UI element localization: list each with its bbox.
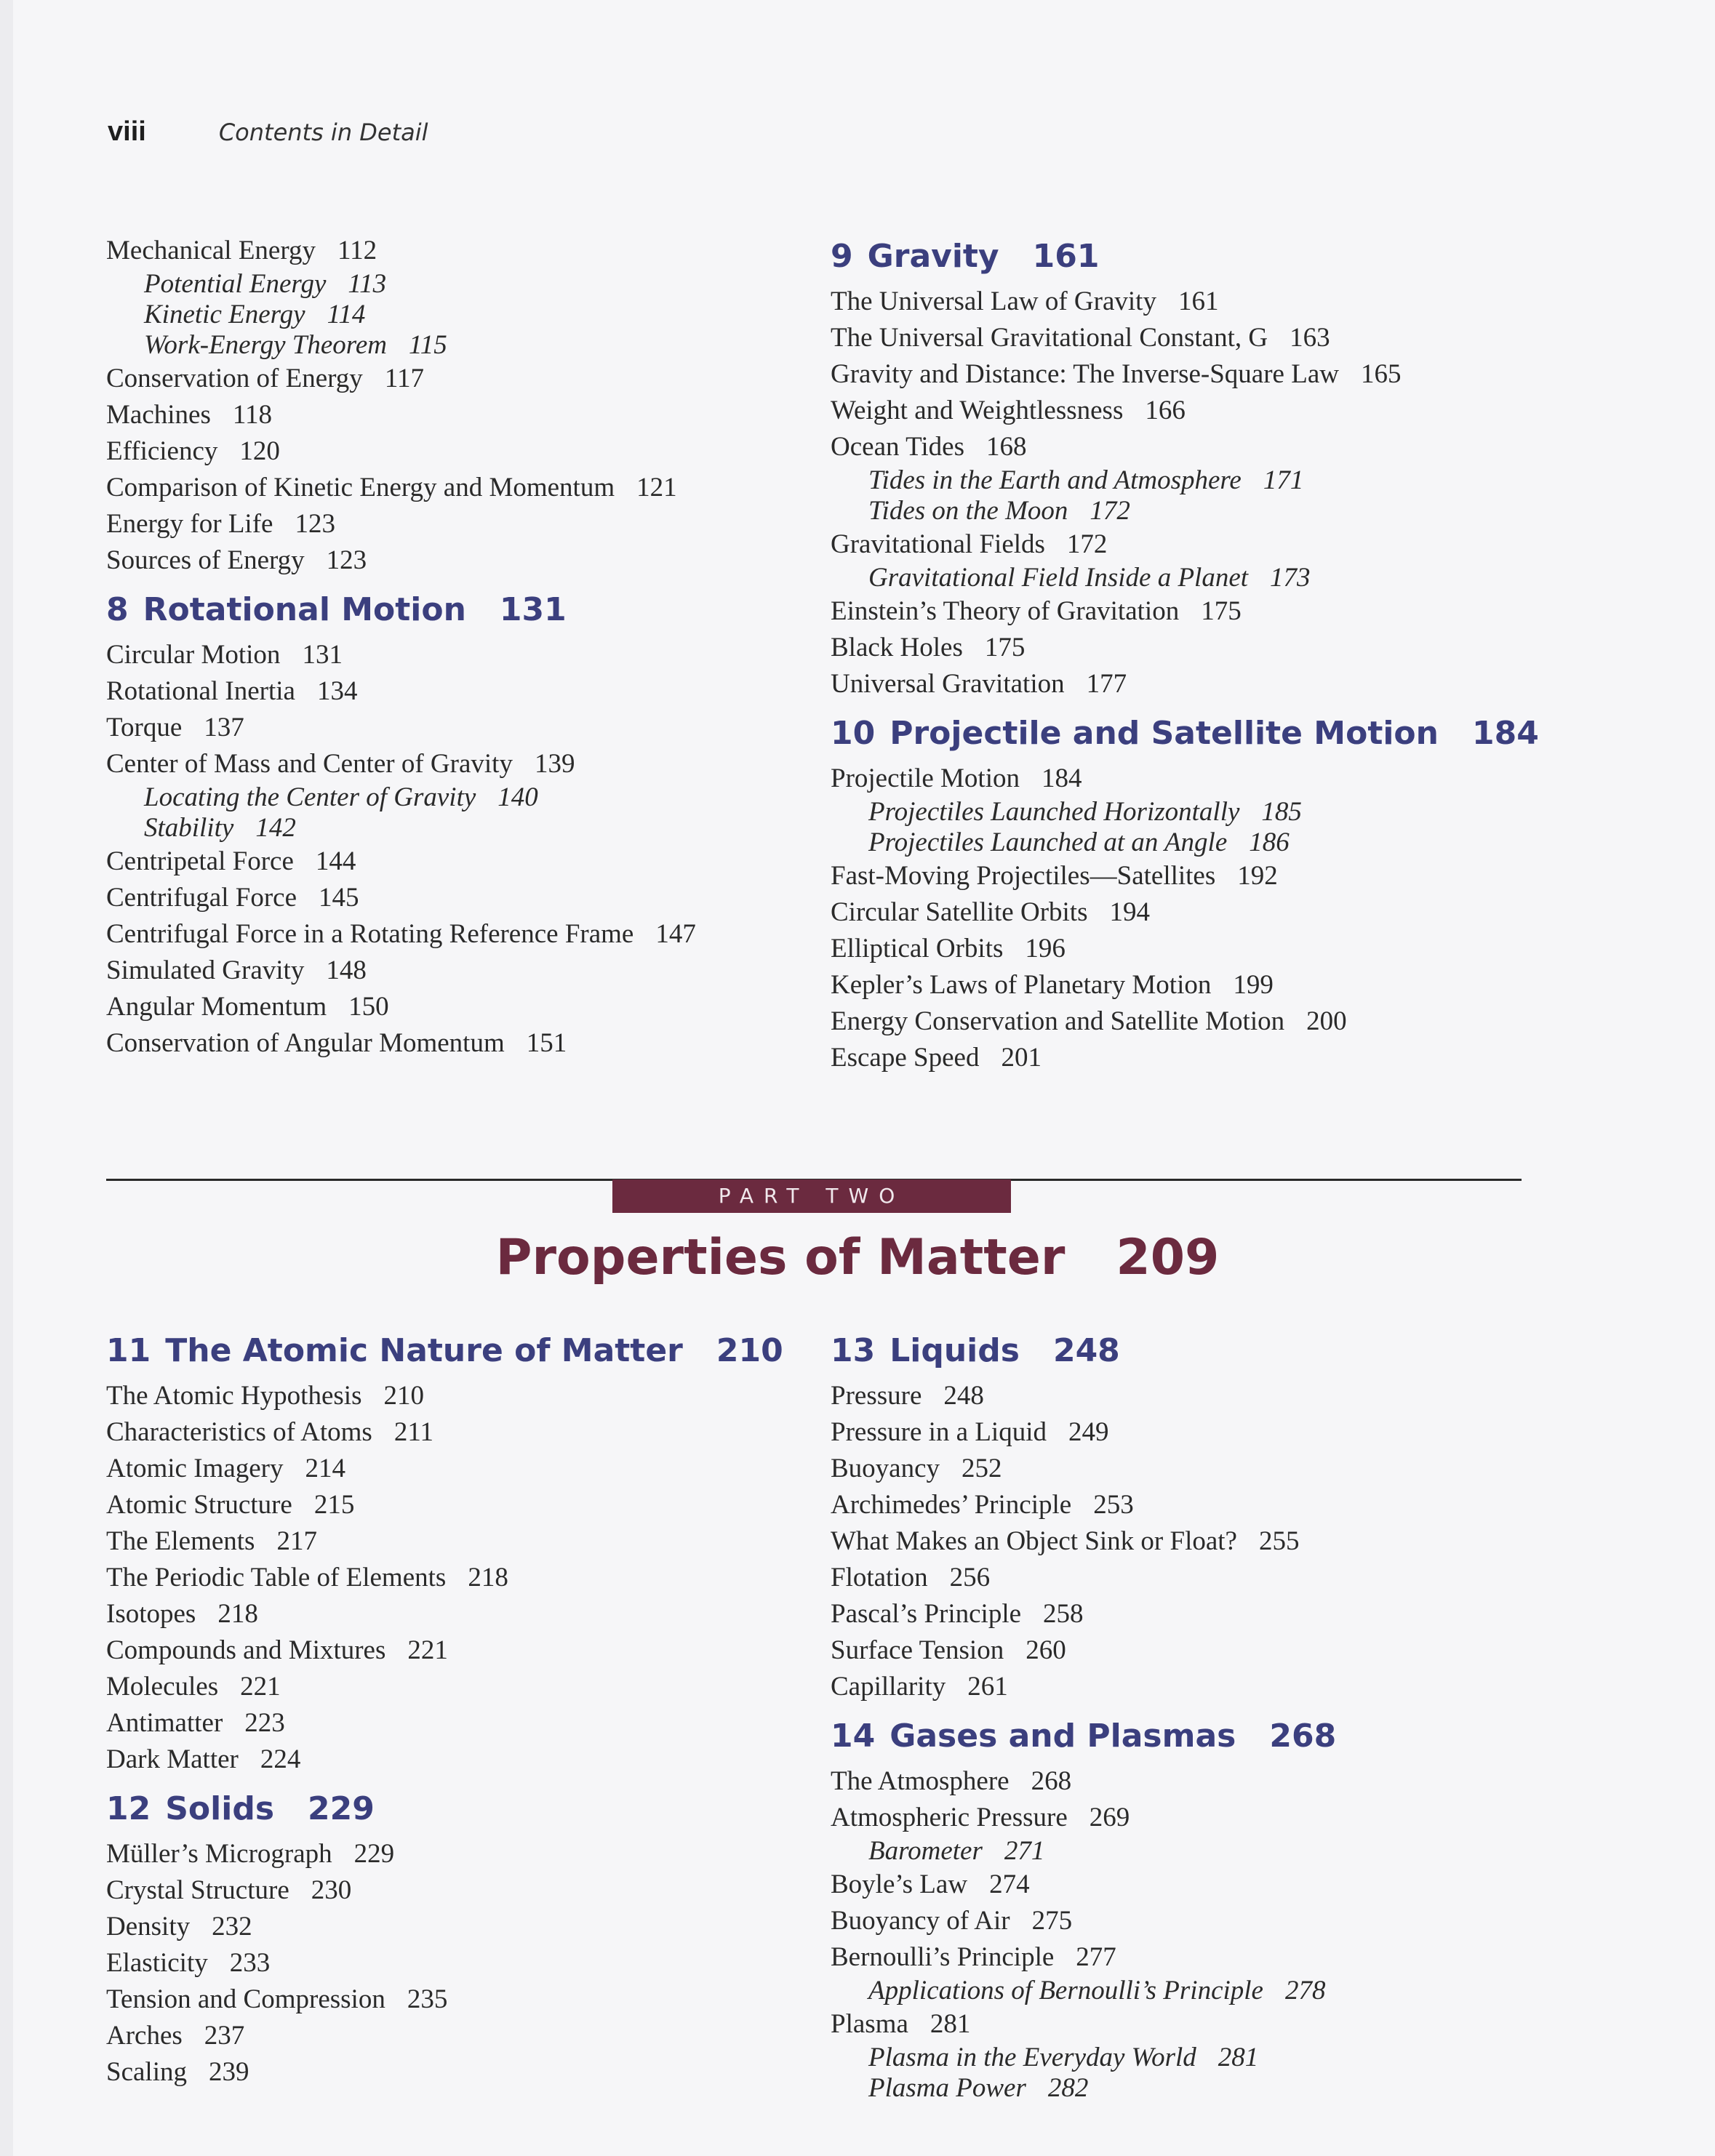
entry-title: Density (106, 1912, 191, 1941)
toc-column-bottom-right (831, 1320, 1558, 2104)
entry-title: The Atmosphere (831, 1766, 1010, 1796)
toc-entry (106, 1560, 783, 1596)
entry-page-number: 185 (1261, 797, 1302, 827)
entry-title: Characteristics of Atoms (106, 1417, 372, 1447)
toc-entry (106, 1981, 783, 2018)
entry-page-number: 123 (295, 509, 335, 539)
entry-title: Conservation of Energy (106, 364, 363, 393)
toc-entry (106, 506, 783, 542)
entry-page-number: 148 (326, 955, 367, 985)
entry-page-number: 175 (984, 633, 1026, 662)
entry-title: Energy for Life (106, 509, 273, 539)
toc-entry (831, 1632, 1558, 1669)
toc-subentry (831, 1836, 1558, 1867)
toc-entry (106, 1451, 783, 1487)
toc-entry (831, 1378, 1558, 1414)
entry-page-number: 139 (534, 749, 575, 779)
entry-page-number: 261 (967, 1672, 1008, 1702)
toc-entry (831, 1523, 1558, 1560)
entry-page-number: 172 (1066, 529, 1108, 559)
part-label: PART TWO (612, 1179, 1011, 1213)
entry-title: Pressure in a Liquid (831, 1417, 1047, 1447)
chapter-heading (831, 710, 1558, 758)
entry-title: Torque (106, 713, 183, 742)
chapter-heading (106, 1327, 783, 1375)
entry-page-number: 218 (217, 1599, 258, 1629)
entry-page-number: 211 (393, 1417, 433, 1447)
entry-page-number: 121 (636, 473, 677, 502)
chapter-title: The Atomic Nature of Matter (165, 1332, 683, 1369)
entry-title: Universal Gravitation (831, 669, 1065, 699)
toc-subentry (106, 330, 783, 361)
entry-title: Atmospheric Pressure (831, 1803, 1068, 1832)
toc-entry (831, 1040, 1558, 1076)
toc-entry (831, 593, 1558, 630)
entry-title: Mechanical Energy (106, 236, 316, 265)
entry-page-number: 239 (208, 2057, 249, 2087)
entry-title: Circular Motion (106, 640, 281, 670)
entry-title: Projectiles Launched at an Angle (868, 827, 1228, 857)
toc-column-bottom-left (106, 1320, 783, 2091)
entry-title: Escape Speed (831, 1043, 980, 1073)
entry-page-number: 140 (497, 782, 538, 812)
entry-title: Centrifugal Force in a Rotating Reference Frame (106, 919, 634, 949)
chapter-heading (831, 1327, 1558, 1375)
entry-title: What Makes an Object Sink or Float? (831, 1526, 1237, 1556)
entry-page-number: 196 (1025, 934, 1066, 963)
entry-page-number: 249 (1068, 1417, 1109, 1447)
toc-entry (106, 397, 783, 433)
toc-entry (106, 233, 783, 269)
toc-subentry (831, 2073, 1558, 2104)
toc-entry (106, 1025, 783, 1062)
toc-subentry (831, 2043, 1558, 2073)
entry-title: Black Holes (831, 633, 963, 662)
entry-page-number: 168 (986, 432, 1027, 462)
toc-entry (106, 1487, 783, 1523)
entry-page-number: 131 (302, 640, 343, 670)
chapter-title: Gravity (867, 238, 999, 275)
entry-page-number: 194 (1109, 897, 1150, 927)
entry-page-number: 175 (1201, 596, 1242, 626)
entry-title: Plasma Power (868, 2073, 1026, 2103)
toc-entry (831, 858, 1558, 894)
toc-entry (106, 542, 783, 579)
entry-title: Machines (106, 400, 211, 430)
entry-title: Einstein’s Theory of Gravitation (831, 596, 1180, 626)
entry-page-number: 173 (1270, 563, 1311, 593)
chapter-page-number: 268 (1269, 1718, 1337, 1755)
entry-page-number: 199 (1233, 970, 1274, 1000)
entry-title: Tides on the Moon (868, 496, 1068, 526)
entry-title: The Periodic Table of Elements (106, 1563, 447, 1592)
entry-title: Comparison of Kinetic Energy and Momentum (106, 473, 615, 502)
entry-title: Work-Energy Theorem (144, 330, 387, 360)
entry-title: Bernoulli’s Principle (831, 1942, 1055, 1972)
entry-page-number: 144 (315, 846, 356, 876)
toc-entry (831, 1939, 1558, 1976)
entry-title: Kinetic Energy (144, 300, 305, 329)
toc-entry (106, 916, 783, 953)
entry-page-number: 282 (1047, 2073, 1089, 2103)
toc-entry (831, 356, 1558, 393)
entry-title: Antimatter (106, 1708, 223, 1738)
entry-title: Crystal Structure (106, 1875, 289, 1905)
toc-entry (106, 1378, 783, 1414)
entry-page-number: 210 (383, 1381, 424, 1411)
entry-title: Weight and Weightlessness (831, 396, 1124, 425)
entry-title: Applications of Bernoulli’s Principle (868, 1976, 1263, 2005)
toc-entry (831, 526, 1558, 563)
entry-page-number: 120 (239, 436, 280, 466)
entry-title: Gravity and Distance: The Inverse-Square Law (831, 359, 1339, 389)
chapter-number: 13 (831, 1332, 876, 1369)
chapter-heading (831, 1712, 1558, 1760)
toc-entry (106, 637, 783, 673)
entry-page-number: 268 (1031, 1766, 1072, 1796)
entry-page-number: 277 (1076, 1942, 1116, 1972)
toc-entry (106, 843, 783, 880)
entry-title: Buoyancy of Air (831, 1906, 1010, 1936)
chapter-page-number: 210 (716, 1332, 783, 1369)
running-head (108, 116, 428, 153)
entry-page-number: 118 (232, 400, 272, 430)
toc-entry (831, 894, 1558, 931)
toc-entry (106, 433, 783, 470)
entry-title: Energy Conservation and Satellite Motion (831, 1006, 1285, 1036)
entry-page-number: 163 (1290, 323, 1330, 353)
entry-page-number: 281 (1218, 2043, 1259, 2072)
toc-entry (106, 710, 783, 746)
chapter-heading (106, 586, 783, 634)
chapter-title: Projectile and Satellite Motion (890, 715, 1439, 752)
entry-page-number: 230 (311, 1875, 352, 1905)
entry-title: Fast-Moving Projectiles—Satellites (831, 861, 1216, 891)
entry-page-number: 258 (1043, 1599, 1084, 1629)
entry-title: Elliptical Orbits (831, 934, 1004, 963)
entry-page-number: 147 (655, 919, 696, 949)
entry-title: Locating the Center of Gravity (144, 782, 476, 812)
entry-title: Circular Satellite Orbits (831, 897, 1088, 927)
entry-title: Barometer (868, 1836, 983, 1866)
entry-page-number: 221 (240, 1672, 281, 1702)
entry-title: Projectile Motion (831, 764, 1020, 793)
running-head-title: Contents in Detail (218, 119, 428, 146)
entry-page-number: 229 (353, 1839, 395, 1869)
entry-title: Tension and Compression (106, 1984, 385, 2014)
entry-page-number: 218 (468, 1563, 508, 1592)
toc-subentry (106, 300, 783, 330)
entry-title: Gravitational Fields (831, 529, 1045, 559)
toc-entry (106, 1596, 783, 1632)
chapter-number: 12 (106, 1790, 151, 1827)
chapter-number: 8 (106, 591, 129, 628)
entry-page-number: 256 (949, 1563, 991, 1592)
entry-title: Boyle’s Law (831, 1870, 968, 1899)
chapter-page-number: 184 (1471, 715, 1539, 752)
entry-page-number: 186 (1249, 827, 1290, 857)
entry-title: Müller’s Micrograph (106, 1839, 332, 1869)
chapter-number: 14 (831, 1718, 876, 1755)
toc-entry (106, 2054, 783, 2091)
chapter-title: Solids (165, 1790, 275, 1827)
entry-page-number: 214 (305, 1454, 345, 1483)
entry-page-number: 172 (1090, 496, 1130, 526)
entry-title: Kepler’s Laws of Planetary Motion (831, 970, 1212, 1000)
toc-subentry (106, 269, 783, 300)
entry-title: Tides in the Earth and Atmosphere (868, 465, 1242, 495)
entry-page-number: 171 (1263, 465, 1304, 495)
entry-title: Surface Tension (831, 1635, 1004, 1665)
entry-page-number: 253 (1093, 1490, 1134, 1520)
entry-page-number: 115 (408, 330, 447, 360)
chapter-number: 9 (831, 238, 853, 275)
entry-page-number: 281 (930, 2009, 971, 2039)
entry-title: Pressure (831, 1381, 922, 1411)
entry-title: Scaling (106, 2057, 187, 2087)
toc-entry (831, 761, 1558, 797)
entry-page-number: 237 (204, 2021, 245, 2051)
toc-entry (106, 1836, 783, 1872)
entry-page-number: 252 (962, 1454, 1002, 1483)
entry-title: Ocean Tides (831, 432, 964, 462)
toc-entry (831, 967, 1558, 1003)
part-title: Properties of Matter (495, 1229, 1066, 1286)
entry-page-number: 151 (526, 1028, 567, 1058)
toc-entry (106, 746, 783, 782)
entry-page-number: 123 (326, 545, 367, 575)
toc-entry (106, 953, 783, 989)
chapter-heading (831, 233, 1558, 281)
toc-entry (106, 1669, 783, 1705)
toc-entry (831, 2006, 1558, 2043)
entry-title: Rotational Inertia (106, 676, 295, 706)
toc-column-top-right (831, 225, 1558, 1076)
entry-page-number: 248 (943, 1381, 984, 1411)
chapter-heading (106, 1785, 783, 1833)
entry-title: Flotation (831, 1563, 928, 1592)
entry-page-number: 224 (260, 1744, 301, 1774)
toc-entry (831, 284, 1558, 320)
entry-page-number: 233 (229, 1948, 271, 1978)
toc-entry (831, 320, 1558, 356)
entry-title: Dark Matter (106, 1744, 239, 1774)
entry-title: Stability (144, 813, 234, 843)
entry-title: Potential Energy (144, 269, 327, 299)
chapter-title: Gases and Plasmas (890, 1718, 1236, 1755)
toc-entry (106, 880, 783, 916)
entry-page-number: 112 (337, 236, 377, 265)
toc-subentry (106, 782, 783, 813)
entry-page-number: 113 (348, 269, 387, 299)
toc-entry (106, 1945, 783, 1981)
entry-title: Projectiles Launched Horizontally (868, 797, 1240, 827)
entry-page-number: 215 (313, 1490, 355, 1520)
entry-title: Plasma (831, 2009, 908, 2039)
chapter-page-number: 248 (1052, 1332, 1120, 1369)
entry-page-number: 260 (1026, 1635, 1066, 1665)
entry-page-number: 223 (244, 1708, 285, 1738)
toc-entry (831, 1414, 1558, 1451)
toc-subentry (831, 797, 1558, 827)
toc-entry (106, 1742, 783, 1778)
entry-page-number: 117 (384, 364, 424, 393)
chapter-title: Liquids (890, 1332, 1020, 1369)
entry-title: Conservation of Angular Momentum (106, 1028, 505, 1058)
entry-page-number: 235 (407, 1984, 448, 2014)
page-edge (0, 0, 13, 2156)
chapter-page-number: 229 (308, 1790, 375, 1827)
toc-subentry (831, 496, 1558, 526)
entry-title: Buoyancy (831, 1454, 940, 1483)
entry-title: Atomic Imagery (106, 1454, 284, 1483)
entry-title: Efficiency (106, 436, 218, 466)
toc-entry (831, 666, 1558, 702)
entry-title: Compounds and Mixtures (106, 1635, 386, 1665)
entry-page-number: 232 (212, 1912, 252, 1941)
entry-title: The Universal Gravitational Constant, G (831, 323, 1268, 353)
entry-page-number: 271 (1004, 1836, 1045, 1866)
toc-entry (831, 1800, 1558, 1836)
chapter-number: 10 (831, 715, 876, 752)
entry-page-number: 177 (1086, 669, 1127, 699)
entry-title: Simulated Gravity (106, 955, 305, 985)
toc-entry (831, 1867, 1558, 1903)
toc-entry (106, 673, 783, 710)
toc-entry (831, 1451, 1558, 1487)
toc-entry (106, 989, 783, 1025)
toc-entry (831, 1560, 1558, 1596)
entry-title: Plasma in the Everyday World (868, 2043, 1196, 2072)
entry-page-number: 114 (327, 300, 366, 329)
entry-title: Atomic Structure (106, 1490, 292, 1520)
toc-subentry (831, 1976, 1558, 2006)
toc-entry (106, 1414, 783, 1451)
entry-title: Sources of Energy (106, 545, 305, 575)
entry-title: Capillarity (831, 1672, 946, 1702)
entry-page-number: 200 (1306, 1006, 1347, 1036)
page-folio: viii (108, 116, 146, 147)
part-page-number: 209 (1116, 1229, 1220, 1286)
toc-entry (831, 630, 1558, 666)
toc-entry (106, 2018, 783, 2054)
toc-subentry (831, 827, 1558, 858)
entry-title: The Elements (106, 1526, 255, 1556)
toc-entry (106, 1632, 783, 1669)
entry-title: Molecules (106, 1672, 219, 1702)
toc-entry (831, 1596, 1558, 1632)
entry-page-number: 278 (1284, 1976, 1326, 2005)
entry-title: Pascal’s Principle (831, 1599, 1022, 1629)
toc-entry (831, 393, 1558, 429)
entry-title: The Universal Law of Gravity (831, 286, 1156, 316)
toc-entry (831, 1763, 1558, 1800)
entry-title: Arches (106, 2021, 183, 2051)
entry-page-number: 275 (1031, 1906, 1073, 1936)
toc-entry (106, 1523, 783, 1560)
entry-page-number: 221 (407, 1635, 448, 1665)
toc-entry (831, 1903, 1558, 1939)
entry-title: Archimedes’ Principle (831, 1490, 1072, 1520)
entry-page-number: 192 (1237, 861, 1278, 891)
entry-title: Gravitational Field Inside a Planet (868, 563, 1249, 593)
entry-page-number: 142 (255, 813, 296, 843)
part-heading (0, 1229, 1715, 1286)
toc-entry (831, 931, 1558, 967)
chapter-title: Rotational Motion (143, 591, 466, 628)
entry-page-number: 137 (204, 713, 244, 742)
toc-entry (831, 429, 1558, 465)
entry-title: Isotopes (106, 1599, 196, 1629)
chapter-page-number: 161 (1032, 238, 1100, 275)
chapter-number: 11 (106, 1332, 151, 1369)
toc-entry (106, 1872, 783, 1909)
entry-title: Center of Mass and Center of Gravity (106, 749, 513, 779)
toc-subentry (106, 813, 783, 843)
toc-column-top-left (106, 233, 783, 1062)
toc-subentry (831, 563, 1558, 593)
entry-page-number: 184 (1042, 764, 1082, 793)
entry-title: Centrifugal Force (106, 883, 297, 913)
entry-page-number: 217 (276, 1526, 317, 1556)
entry-page-number: 134 (316, 676, 358, 706)
toc-entry (831, 1487, 1558, 1523)
toc-entry (106, 1705, 783, 1742)
toc-entry (106, 361, 783, 397)
toc-subentry (831, 465, 1558, 496)
entry-page-number: 166 (1145, 396, 1186, 425)
chapter-page-number: 131 (499, 591, 567, 628)
entry-page-number: 145 (319, 883, 359, 913)
entry-title: The Atomic Hypothesis (106, 1381, 362, 1411)
entry-page-number: 150 (348, 992, 389, 1022)
toc-entry (831, 1669, 1558, 1705)
entry-title: Angular Momentum (106, 992, 327, 1022)
toc-entry (106, 1909, 783, 1945)
entry-page-number: 201 (1001, 1043, 1042, 1073)
toc-entry (106, 470, 783, 506)
toc-entry (831, 1003, 1558, 1040)
entry-page-number: 274 (989, 1870, 1030, 1899)
entry-page-number: 165 (1360, 359, 1402, 389)
entry-title: Centripetal Force (106, 846, 294, 876)
entry-page-number: 161 (1178, 286, 1219, 316)
entry-title: Elasticity (106, 1948, 208, 1978)
entry-page-number: 255 (1258, 1526, 1300, 1556)
entry-page-number: 269 (1089, 1803, 1130, 1832)
